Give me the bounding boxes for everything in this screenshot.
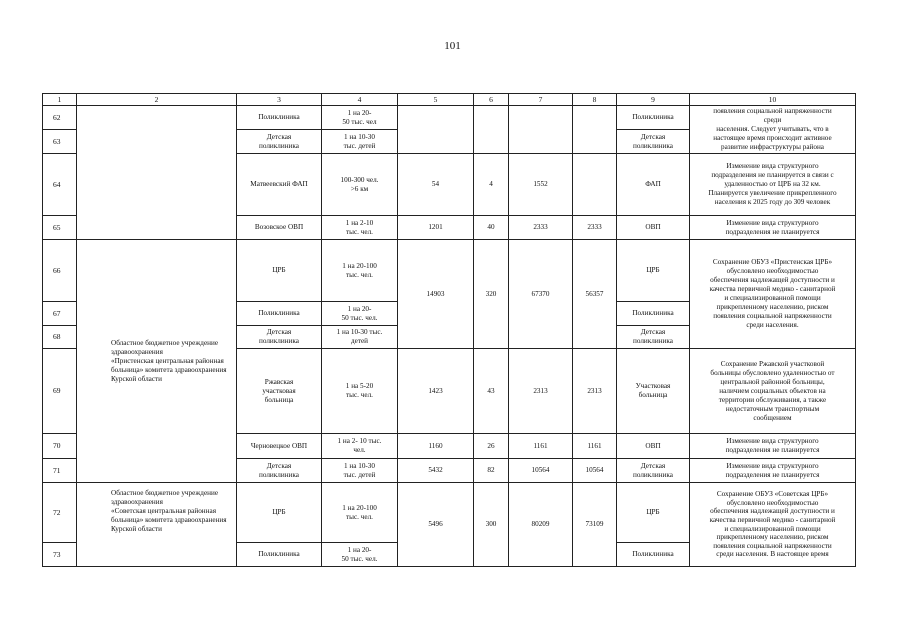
unit-name: Детская поликлиника <box>237 326 322 349</box>
norm-cell: 1 на 20- 50 тыс. чел. <box>322 302 398 326</box>
header-cell: 3 <box>237 94 322 106</box>
value-cell: 1201 <box>398 216 474 240</box>
value-cell: 1552 <box>509 154 573 216</box>
row-number: 68 <box>43 326 77 349</box>
value-cell: 2333 <box>573 216 617 240</box>
header-cell: 7 <box>509 94 573 106</box>
value-cell: 80209 <box>509 483 573 567</box>
row-number: 71 <box>43 459 77 483</box>
data-table <box>42 93 856 567</box>
value-cell: 2313 <box>573 349 617 434</box>
value-cell: 43 <box>474 349 509 434</box>
norm-cell: 1 на 2- 10 тыс. чел. <box>322 434 398 459</box>
row-number: 64 <box>43 154 77 216</box>
norm-cell: 1 на 20- 50 тыс. чел <box>322 106 398 130</box>
note-cell: Сохранение ОБУЗ «Советская ЦРБ» обусловлено необходимостью обеспечения надлежащей доступности и качества первичной медико - санитарной и специализированной помощи прикрепленному населению, риском появления социальной напряженности среди населения. В настоящее время <box>690 483 856 567</box>
norm-cell: 100-300 чел. >6 км <box>322 154 398 216</box>
table-row <box>43 240 856 302</box>
value-cell: 26 <box>474 434 509 459</box>
table-row <box>43 483 856 543</box>
unit-name: Поликлиника <box>237 302 322 326</box>
unit-type: Детская поликлиника <box>617 326 690 349</box>
unit-type: Детская поликлиника <box>617 459 690 483</box>
row-number: 63 <box>43 130 77 154</box>
header-cell: 10 <box>690 94 856 106</box>
table-row <box>43 106 856 130</box>
note-cell: Изменение вида структурного подразделения не планируется в связи с удаленностью от ЦРБ на 32 км. Планируется увеличение прикрепленного населения к 2025 году до 309 человек <box>690 154 856 216</box>
norm-cell: 1 на 10-30 тыс. детей <box>322 130 398 154</box>
value-cell: 4 <box>474 154 509 216</box>
header-cell: 1 <box>43 94 77 106</box>
org-cell-empty <box>77 106 237 240</box>
header-cell: 6 <box>474 94 509 106</box>
row-number: 66 <box>43 240 77 302</box>
row-number: 69 <box>43 349 77 434</box>
unit-name: Детская поликлиника <box>237 459 322 483</box>
norm-cell: 1 на 5-20 тыс. чел. <box>322 349 398 434</box>
note-cell: Изменение вида структурного подразделения не планируется <box>690 459 856 483</box>
unit-name: Возовское ОВП <box>237 216 322 240</box>
unit-type: ОВП <box>617 216 690 240</box>
row-number: 62 <box>43 106 77 130</box>
note-cell: Изменение вида структурного подразделения не планируется <box>690 434 856 459</box>
unit-type: ОВП <box>617 434 690 459</box>
unit-name: ЦРБ <box>237 240 322 302</box>
value-cell: 1161 <box>509 434 573 459</box>
value-cell: 1161 <box>573 434 617 459</box>
unit-type: Поликлиника <box>617 302 690 326</box>
row-number: 67 <box>43 302 77 326</box>
page-number: 101 <box>444 40 461 52</box>
value-cell: 10564 <box>573 459 617 483</box>
unit-type: ФАП <box>617 154 690 216</box>
org-name: Областное бюджетное учреждение здравоохранения «Советская центральная районная больница» комитета здравоохранения Курской области <box>77 483 237 567</box>
value-cell: 54 <box>398 154 474 216</box>
unit-name: Детская поликлиника <box>237 130 322 154</box>
header-cell: 4 <box>322 94 398 106</box>
value-cell: 320 <box>474 240 509 349</box>
org-name: Областное бюджетное учреждение здравоохранения «Пристенская центральная районная больница» комитета здравоохранения Курской области <box>77 240 237 483</box>
header-row <box>43 94 856 106</box>
unit-type: ЦРБ <box>617 240 690 302</box>
norm-cell: 1 на 20-100 тыс. чел. <box>322 240 398 302</box>
unit-name: Ржавская участковая больница <box>237 349 322 434</box>
row-number: 65 <box>43 216 77 240</box>
unit-name: Черновецкое ОВП <box>237 434 322 459</box>
value-cell <box>474 106 509 154</box>
header-cell: 9 <box>617 94 690 106</box>
row-number: 73 <box>43 543 77 567</box>
value-cell: 56357 <box>573 240 617 349</box>
norm-cell: 1 на 20-100 тыс. чел. <box>322 483 398 543</box>
unit-type: Поликлиника <box>617 543 690 567</box>
value-cell: 10564 <box>509 459 573 483</box>
unit-type: Участковая больница <box>617 349 690 434</box>
value-cell: 5432 <box>398 459 474 483</box>
note-cell: появления социальной напряженности среди населения. Следует учитывать, что в настоящее время происходит активное развитие инфраструктуры района <box>690 106 856 154</box>
value-cell: 67370 <box>509 240 573 349</box>
value-cell: 1423 <box>398 349 474 434</box>
value-cell <box>573 106 617 154</box>
norm-cell: 1 на 20- 50 тыс. чел. <box>322 543 398 567</box>
value-cell: 40 <box>474 216 509 240</box>
value-cell: 82 <box>474 459 509 483</box>
row-number: 70 <box>43 434 77 459</box>
value-cell: 2333 <box>509 216 573 240</box>
note-cell: Изменение вида структурного подразделения не планируется <box>690 216 856 240</box>
header-cell: 8 <box>573 94 617 106</box>
value-cell: 2313 <box>509 349 573 434</box>
unit-name: Поликлиника <box>237 106 322 130</box>
header-cell: 5 <box>398 94 474 106</box>
value-cell: 73109 <box>573 483 617 567</box>
norm-cell: 1 на 2-10 тыс. чел. <box>322 216 398 240</box>
header-cell: 2 <box>77 94 237 106</box>
norm-cell: 1 на 10-30 тыс. детей <box>322 326 398 349</box>
note-cell: Сохранение Ржавской участковой больницы обусловлено удаленностью от центральной районной больницы, наличием социальных объектов на территории обслуживания, а также недостаточным транспортным сообщением <box>690 349 856 434</box>
note-cell: Сохранение ОБУЗ «Пристенская ЦРБ» обусловлено необходимостью обеспечения надлежащей доступности и качества первичной медико - санитарной и специализированной помощи прикрепленному населению, риском появления социальной напряженности среди населения. <box>690 240 856 349</box>
unit-name: Поликлиника <box>237 543 322 567</box>
unit-name: ЦРБ <box>237 483 322 543</box>
row-number: 72 <box>43 483 77 543</box>
value-cell <box>398 106 474 154</box>
unit-type: Детская поликлиника <box>617 130 690 154</box>
unit-type: ЦРБ <box>617 483 690 543</box>
unit-name: Матвеевский ФАП <box>237 154 322 216</box>
value-cell: 14903 <box>398 240 474 349</box>
value-cell <box>509 106 573 154</box>
value-cell: 300 <box>474 483 509 567</box>
norm-cell: 1 на 10-30 тыс. детей <box>322 459 398 483</box>
value-cell: 5496 <box>398 483 474 567</box>
value-cell <box>573 154 617 216</box>
unit-type: Поликлиника <box>617 106 690 130</box>
value-cell: 1160 <box>398 434 474 459</box>
